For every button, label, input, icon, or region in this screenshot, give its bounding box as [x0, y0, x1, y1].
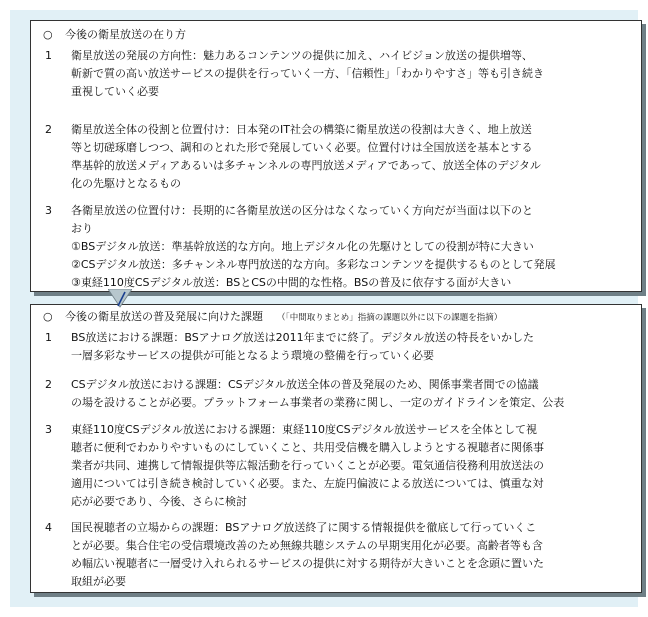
- item-line: 取組が必要: [71, 575, 126, 588]
- bullet-circle-icon: ○: [43, 28, 53, 41]
- item-line: ②CSデジタル放送：多チャンネル専門放送的な方向。多彩なコンテンツを提供するものとして発展: [71, 258, 556, 271]
- item-line: 衛星放送全体の役割と位置付け：日本発のIT社会の構築に衛星放送の役割は大きく、地上放送: [71, 123, 532, 136]
- item-line: 適用については引き続き検討していく必要。また、左旋円偏波による放送については、慎重な対: [71, 477, 544, 490]
- item-line: 一層多彩なサービスの提供が可能となるよう環境の整備を行っていく必要: [71, 349, 434, 362]
- item-line: 各衛星放送の位置付け：長期的に各衛星放送の区分はなくなっていく方向だが当面は以下のと: [71, 204, 533, 217]
- item-number: 2: [45, 123, 52, 136]
- item-number: 1: [45, 49, 52, 62]
- item-number: 3: [45, 423, 52, 436]
- item-line: ③東経110度CSデジタル放送：BSとCSの中間的な性格。BSの普及に依存する面が大きい: [71, 276, 512, 289]
- item-line: CSデジタル放送における課題：CSデジタル放送全体の普及発展のため、関係事業者間での協議: [71, 378, 539, 391]
- item-line: 東経110度CSデジタル放送における課題：東経110度CSデジタル放送サービスを全体として視: [71, 423, 537, 436]
- bullet-circle-icon: ○: [43, 310, 53, 323]
- item-number: 1: [45, 331, 52, 344]
- panel-note: （「中間取りまとめ」指摘の課題以外に以下の課題を指摘）: [277, 313, 503, 323]
- item-number: 4: [45, 521, 52, 534]
- figure-frame: [10, 10, 638, 607]
- item-line: 等と切磋琢磨しつつ、調和のとれた形で発展していく必要。位置付けは全国放送を基本とする: [71, 141, 533, 154]
- item-line: とが必要。集合住宅の受信環境改善のため無線共聴システムの早期実用化が必要。高齢者等も含: [71, 539, 543, 552]
- item-number: 3: [45, 204, 52, 217]
- current-state-panel: [30, 20, 642, 292]
- item-line: BS放送における課題：BSアナログ放送は2011年までに終了。デジタル放送の特長をいかした: [71, 331, 535, 344]
- item-line: 準基幹的放送メディアあるいは多チャンネルの専門放送メディアであって、放送全体のデジタル: [71, 159, 541, 172]
- connector-arrow-icon: [108, 289, 132, 309]
- panel-title: 今後の衛星放送の在り方: [65, 28, 186, 41]
- item-line: 衛星放送の発展の方向性：魅力あるコンテンツの提供に加え、ハイビジョン放送の提供増等、: [71, 49, 533, 62]
- issues-panel: [30, 304, 642, 593]
- item-line: の場を設けることが必要。プラットフォーム事業者の業務に関し、一定のガイドラインを策定、公表: [71, 396, 565, 409]
- item-line: 聴者に便利でわかりやすいものにしていくこと、共用受信機を購入しようとする視聴者に関係事: [71, 441, 544, 454]
- panel-heading: [43, 309, 502, 326]
- item-line: 応が必要であり、今後、さらに検討: [71, 495, 247, 508]
- panel-heading: [43, 27, 186, 42]
- item-line: 業者が共同、連携して情報提供等広報活動を行っていくことが必要。電気通信役務利用放送法の: [71, 459, 544, 472]
- item-line: 化の先駆けとなるもの: [71, 177, 181, 190]
- item-line: 国民視聴者の立場からの課題：BSアナログ放送終了に関する情報提供を徹底して行っていくこ: [71, 521, 537, 534]
- item-line: 重視していく必要: [71, 85, 159, 98]
- item-line: おり: [71, 222, 93, 235]
- item-number: 2: [45, 378, 52, 391]
- item-line: め幅広い視聴者に一層受け入れられるサービスの提供に対する期待が大きいことを念頭に置いた: [71, 557, 544, 570]
- panel-title: 今後の衛星放送の普及発展に向けた課題: [65, 310, 263, 323]
- item-line: 斬新で質の高い放送サービスの提供を行っていく一方、「信頼性」「わかりやすさ」等も引き続き: [71, 67, 544, 80]
- item-line: ①BSデジタル放送：準基幹放送的な方向。地上デジタル化の先駆けとしての役割が特に大きい: [71, 240, 534, 253]
